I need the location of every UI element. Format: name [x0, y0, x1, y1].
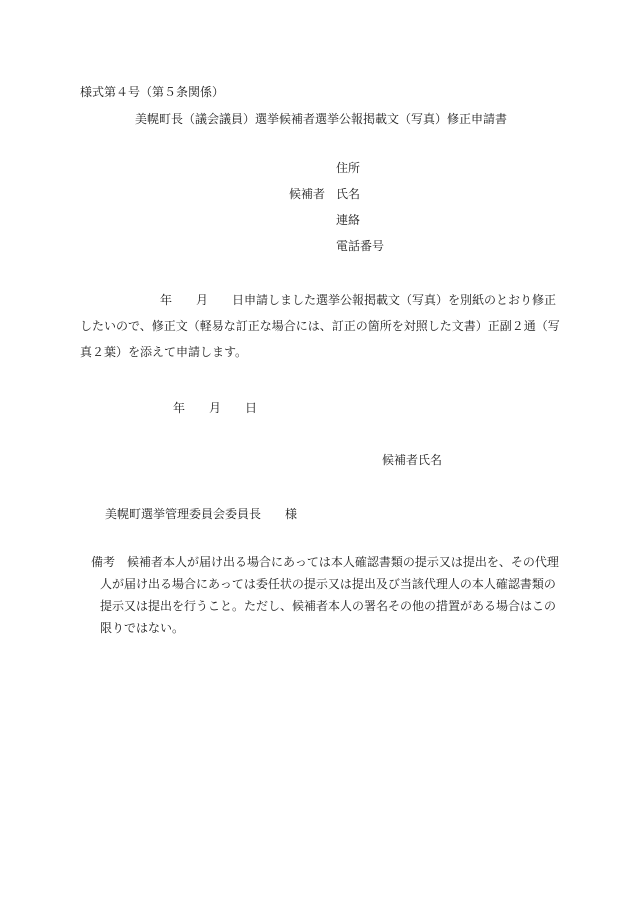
- contact-label: 連絡: [336, 213, 361, 227]
- paragraph-line: 年 月 日申請しました選挙公報掲載文（写真）を別紙のとおり修正: [160, 293, 557, 307]
- note-line: 限りではない。: [100, 621, 185, 635]
- name-label: 氏名: [336, 187, 361, 201]
- note-line: 候補者本人が届け出る場合にあっては本人確認書類の提示又は提出を、その代理: [127, 555, 559, 569]
- note-line: 提示又は提出を行うこと。ただし、候補者本人の署名その他の措置がある場合はこの: [100, 599, 557, 613]
- addressee: 美幌町選挙管理委員会委員長 様: [105, 507, 298, 521]
- form-number: 様式第４号（第５条関係）: [80, 85, 225, 99]
- paragraph-line: したいので、修正文（軽易な訂正な場合には、訂正の箇所を対照した文書）正副２通（写: [80, 319, 560, 333]
- paragraph-line: 真２葉）を添えて申請します。: [80, 345, 248, 359]
- document-title: 美幌町長（議会議員）選挙候補者選挙公報掲載文（写真）修正申請書: [135, 112, 508, 126]
- note-line: 人が届け出る場合にあっては委任状の提示又は提出及び当該代理人の本人確認書類の: [100, 577, 556, 591]
- date-line: 年 月 日: [173, 401, 258, 415]
- phone-label: 電話番号: [336, 239, 385, 253]
- address-label: 住所: [336, 161, 361, 175]
- signature-label: 候補者氏名: [382, 453, 443, 467]
- note-label: 備考: [91, 555, 116, 569]
- candidate-label: 候補者: [289, 187, 326, 201]
